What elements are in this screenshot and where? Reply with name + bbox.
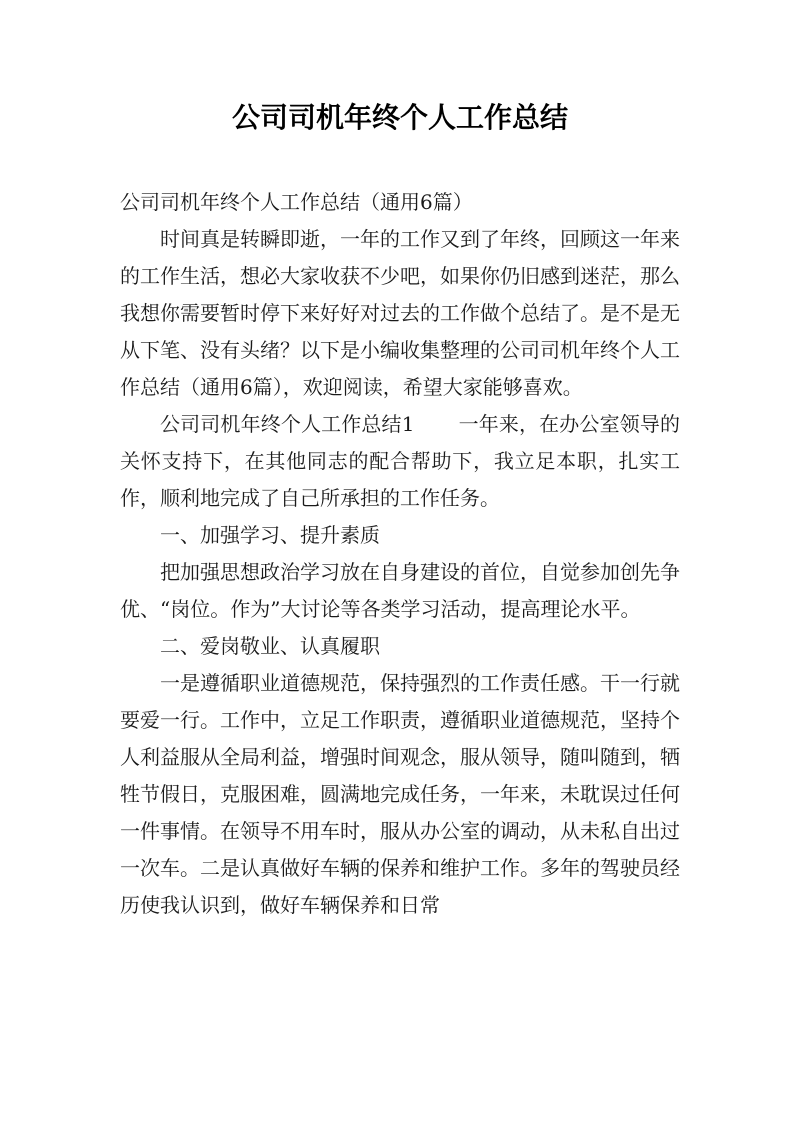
section-one-paragraph (120, 406, 680, 517)
dedication-paragraph: 一是遵循职业道德规范，保持强烈的工作责任感。干一行就要爱一行。工作中，立足工作职责，遵循职业道德规范，坚持个人利益服从全局利益，增强时间观念，服从领导，随叫随到，牺牲节假日，克服困难，圆满地完成任务，一年来，未耽误过任何一件事情。在领导不用车时，服从办公室的调动，从未私自出过一次车。二是认真做好车辆的保养和维护工作。多年的驾驶员经历使我认识到，做好车辆保养和日常 (120, 671, 680, 917)
document-title: 公司司机年终个人工作总结 (231, 101, 568, 134)
study-paragraph: 把加强思想政治学习放在自身建设的首位，自觉参加创先争优、“岗位。作为”大讨论等各类学习活动，提高理论水平。 (120, 560, 680, 621)
section-one-heading: 公司司机年终个人工作总结1 (160, 412, 415, 436)
heading-dedication: 二、爱岗敬业、认真履职 (160, 634, 380, 658)
heading-study: 一、加强学习、提升素质 (160, 523, 380, 547)
document-subtitle: 公司司机年终个人工作总结（通用6篇） (120, 190, 473, 214)
document-body (120, 184, 680, 924)
intro-paragraph: 时间真是转瞬即逝，一年的工作又到了年终，回顾这一年来的工作生活，想必大家收获不少吧，如果你仍旧感到迷茫，那么我想你需要暂时停下来好好对过去的工作做个总结了。是不是无从下笔、没有头绪？以下是小编收集整理的公司司机年终个人工作总结（通用6篇），欢迎阅读，希望大家能够喜欢。 (120, 227, 680, 399)
section-one-text: 一年来，在办公室领导的关怀支持下，在其他同志的配合帮助下，我立足本职，扎实工作，顺利地完成了自己所承担的工作任务。 (120, 412, 680, 510)
